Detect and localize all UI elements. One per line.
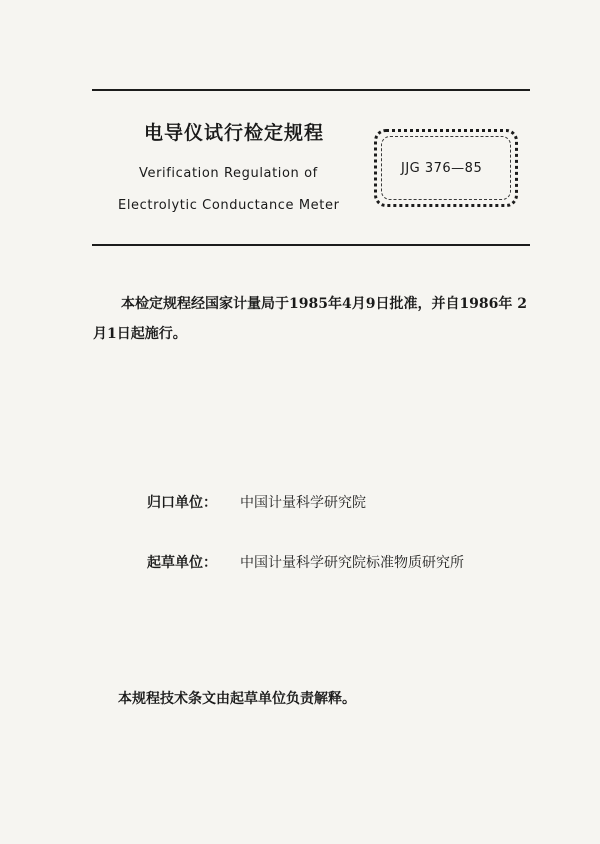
regulation-code: JJG 376—85 [401,161,483,176]
approval-paragraph: 本检定规程经国家计量局于1985年4月9日批准，并自1986年 2月1日起施行。 [93,296,528,342]
header-bottom-rule [92,244,530,246]
drafting-unit-value: 中国计量科学研究院标准物质研究所 [240,555,464,571]
document-title-en-line1: Verification Regulation of [139,166,318,181]
document-title-en-line2: Electrolytic Conductance Meter [118,198,340,213]
interpretation-note: 本规程技术条文由起草单位负责解释。 [118,691,356,707]
responsible-unit-value: 中国计量科学研究院 [240,495,366,511]
responsible-unit-label: 归口单位： [147,495,217,511]
drafting-unit-label: 起草单位： [147,555,217,571]
document-title-cn: 电导仪试行检定规程 [144,122,325,144]
header-top-rule [92,89,530,91]
